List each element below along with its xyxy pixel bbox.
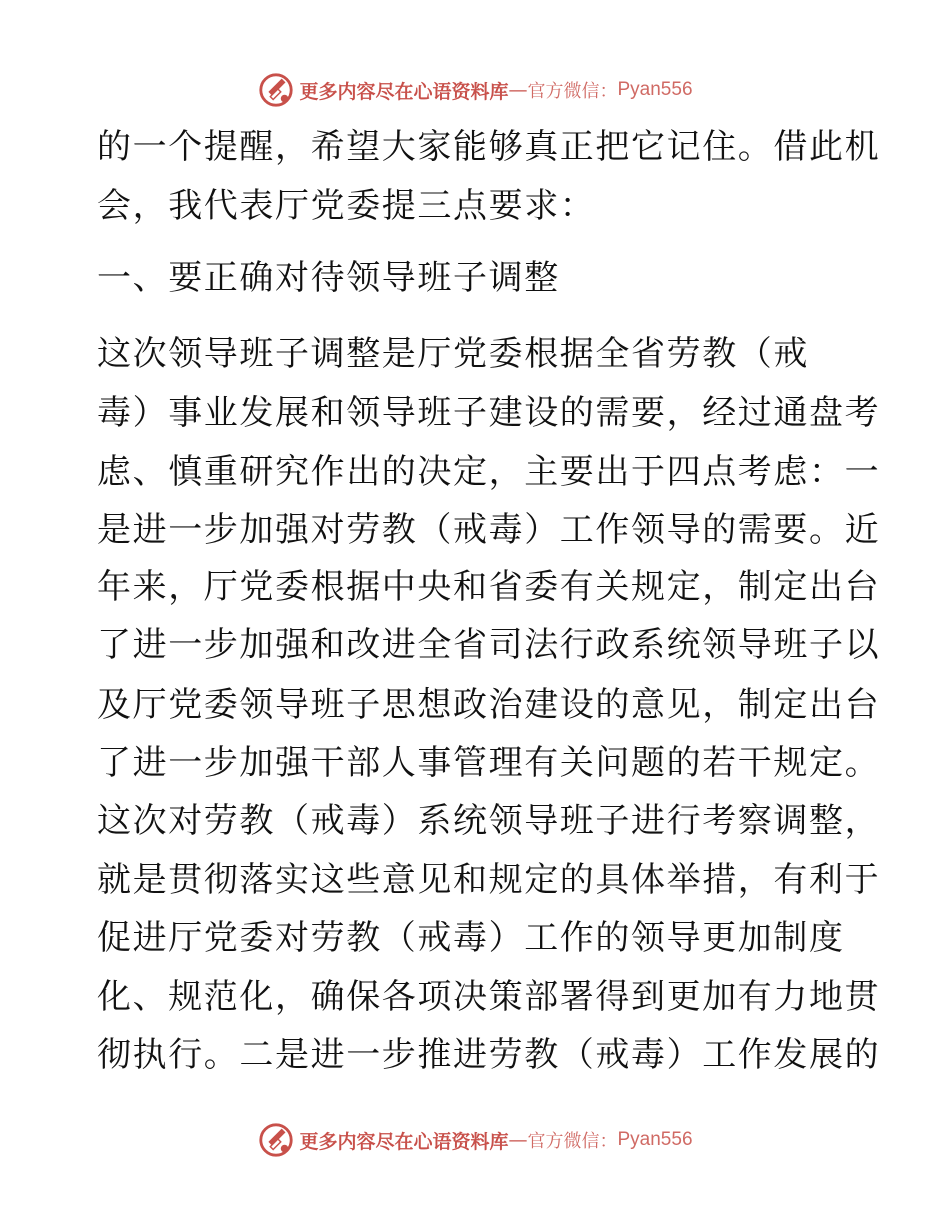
body-line: 了进一步加强干部人事管理有关问题的若干规定。 — [97, 743, 881, 783]
body-line: 了进一步加强和改进全省司法行政系统领导班子以 — [97, 625, 881, 665]
body-line: 虑、慎重研究作出的决定，主要出于四点考虑：一 — [97, 452, 881, 492]
body-line: 及厅党委领导班子思想政治建设的意见，制定出台 — [97, 685, 881, 725]
footer-watermark — [0, 1120, 950, 1160]
body-line: 就是贯彻落实这些意见和规定的具体举措，有利于 — [97, 860, 881, 900]
body-line: 年来，厅党委根据中央和省委有关规定，制定出台 — [97, 567, 881, 607]
section-heading: 一、要正确对待领导班子调整 — [97, 258, 560, 298]
body-line: 会，我代表厅党委提三点要求： — [97, 186, 596, 226]
watermark-label: 官方微信： — [527, 1131, 618, 1152]
body-line: 的一个提醒，希望大家能够真正把它记住。借此机 — [97, 127, 881, 167]
watermark-main-text: 更多内容尽在心语资料库 — [299, 80, 509, 103]
body-line: 毒）事业发展和领导班子建设的需要，经过通盘考 — [97, 393, 881, 433]
body-line: 促进厅党委对劳教（戒毒）工作的领导更加制度 — [97, 918, 845, 958]
watermark-separator: — — [508, 1129, 528, 1151]
watermark-main-text: 更多内容尽在心语资料库 — [299, 1130, 509, 1153]
watermark-handle: Pyan556 — [617, 1129, 693, 1150]
watermark-label: 官方微信： — [527, 81, 618, 102]
watermark-handle: Pyan556 — [617, 79, 693, 100]
body-line: 这次领导班子调整是厅党委根据全省劳教（戒 — [97, 334, 809, 374]
logo-icon — [257, 1121, 295, 1159]
body-line: 是进一步加强对劳教（戒毒）工作领导的需要。近 — [97, 510, 881, 550]
watermark-separator: — — [508, 79, 528, 101]
body-line: 化、规范化，确保各项决策部署得到更加有力地贯 — [97, 977, 881, 1017]
body-line: 彻执行。二是进一步推进劳教（戒毒）工作发展的 — [97, 1035, 881, 1075]
body-line: 这次对劳教（戒毒）系统领导班子进行考察调整， — [97, 801, 881, 841]
